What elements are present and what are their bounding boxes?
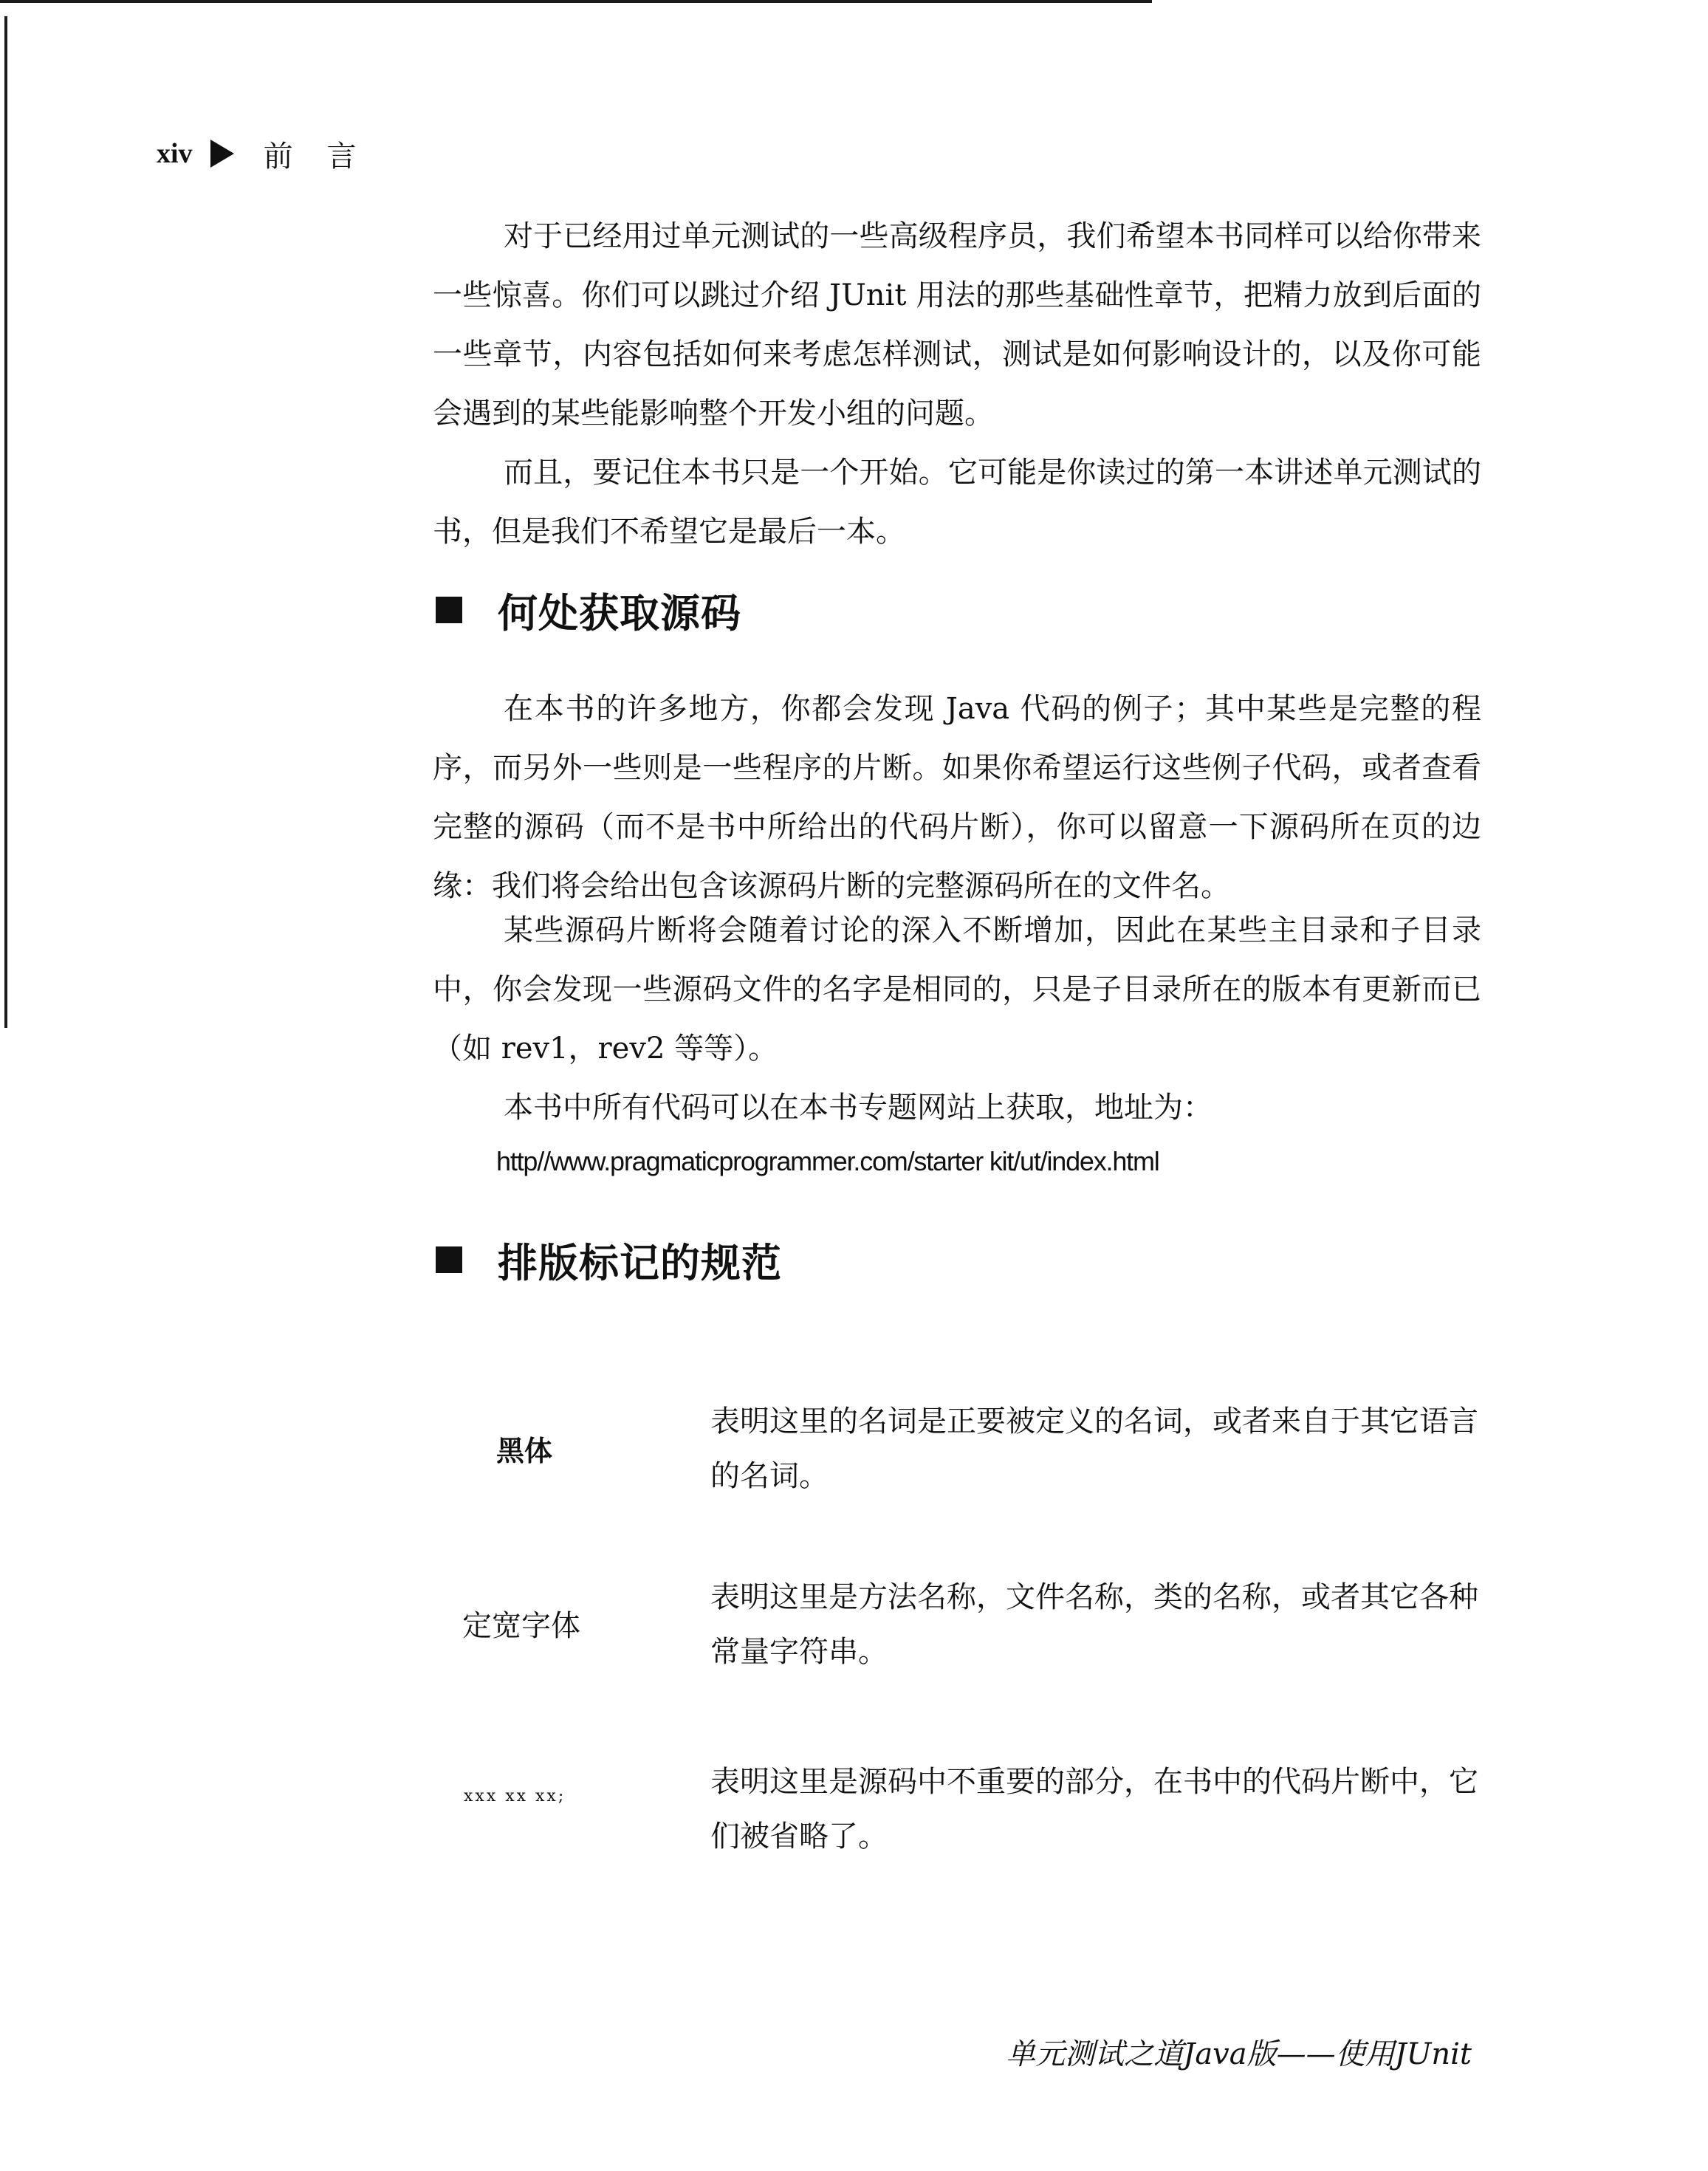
left-margin-rule (4, 16, 7, 1028)
top-rule (0, 0, 1152, 3)
convention-term-monospace: 定宽字体 (462, 1609, 580, 1643)
running-head (157, 131, 391, 176)
source-url: http//www.pragmaticprogrammer.com/starter kit/ut/index.html (496, 1146, 1159, 1176)
square-bullet-icon (436, 597, 462, 623)
convention-description: 表明这里是方法名称，文件名称，类的名称，或者其它各种常量字符串。 (710, 1580, 1478, 1669)
paragraph: 对于已经用过单元测试的一些高级程序员，我们希望本书同样可以给你带来一些惊喜。你们可以跳过介绍 JUnit 用法的那些基础性章节，把精力放到后面的一些章节，内容包括如何来考虑怎样测试，测试是如何影响设计的，以及你可能会遇到的某些能影响整个开发小组的问题。 (433, 219, 1481, 431)
book-title-footer: 单元测试之道Java版——使用JUnit (1006, 2037, 1472, 2071)
convention-description: 表明这里的名词是正要被定义的名词，或者来自于其它语言的名词。 (710, 1405, 1478, 1493)
section-title: 排版标记的规范 (498, 1239, 782, 1286)
section-heading-conventions (436, 1232, 782, 1288)
square-bullet-icon (436, 1246, 462, 1273)
section-title: 何处获取源码 (498, 589, 741, 637)
section-heading-source (436, 582, 741, 638)
paragraph: 在本书的许多地方，你都会发现 Java 代码的例子；其中某些是完整的程序，而另外一些则是一些程序的片断。如果你希望运行这些例子代码，或者查看完整的源码（而不是书中所给出的代码片断），你可以留意一下源码所在页的边缘：我们将会给出包含该源码片断的完整源码所在的文件名。 (433, 692, 1481, 903)
triangle-right-icon (210, 140, 234, 168)
page-number: xiv (157, 138, 193, 169)
convention-term-bold: 黑体 (496, 1435, 553, 1467)
paragraph: 而且，要记住本书只是一个开始。它可能是你读过的第一本讲述单元测试的书，但是我们不希望它是最后一本。 (433, 456, 1481, 549)
convention-term-omitted: xxx xx xx; (464, 1787, 566, 1805)
convention-description: 表明这里是源码中不重要的部分，在书中的代码片断中，它们被省略了。 (710, 1765, 1478, 1853)
chapter-title: 前言 (263, 139, 391, 174)
paragraph: 本书中所有代码可以在本书专题网站上获取，地址为： (504, 1091, 1213, 1125)
paragraph: 某些源码片断将会随着讨论的深入不断增加，因此在某些主目录和子目录中，你会发现一些源码文件的名字是相同的，只是子目录所在的版本有更新而已（如 rev1，rev2 等等）。 (433, 913, 1481, 1066)
